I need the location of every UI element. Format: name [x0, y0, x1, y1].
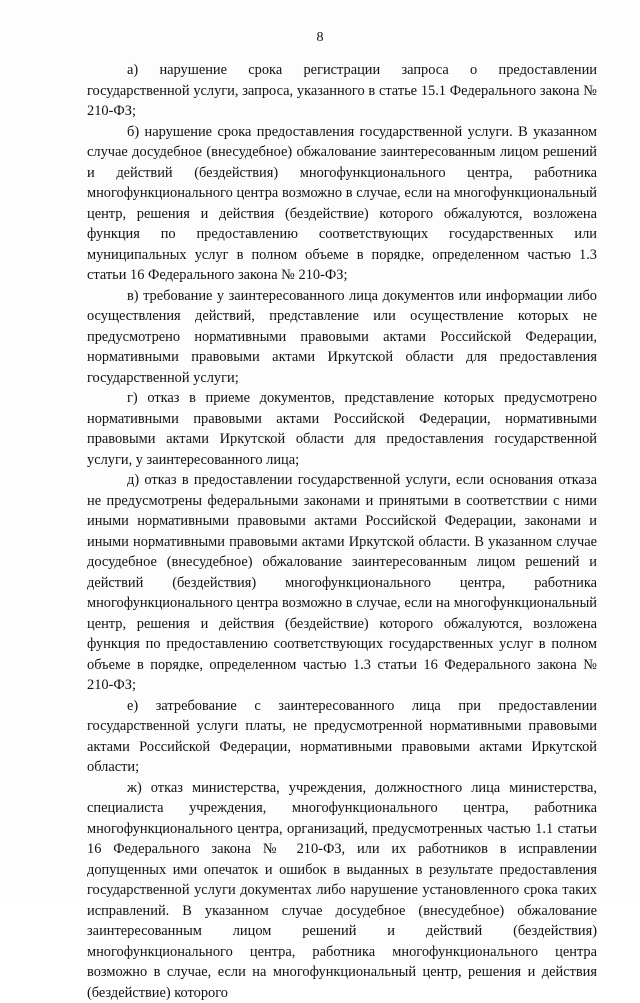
paragraph-b: б) нарушение срока предоставления государственной услуги. В указанном случае досудебное (внесудебное) обжалование заинтересованным лицом решений и действий (бездействия) многофункционального центра, работника многофункционального центра возможно в случае, если на многофункциональный центр, решения и действия (бездействие) которого обжалуются, возложена функция по предоставлению соответствующих государственных или муниципальных услуг в полном объеме в порядке, определенном частью 1.3 статьи 16 Федерального закона № 210-ФЗ; — [87, 122, 597, 286]
paragraph-g: г) отказ в приеме документов, представление которых предусмотрено нормативными правовыми актами Российской Федерации, нормативными правовыми актами Иркутской области для предоставления государственной услуги, у заинтересованного лица; — [87, 388, 597, 470]
page-number: 8 — [0, 30, 640, 46]
paragraph-d: д) отказ в предоставлении государственной услуги, если основания отказа не предусмотрены федеральными законами и принятыми в соответствии с ними иными нормативными правовыми актами Российской Федерации, законами и иными нормативными правовыми актами Иркутской области. В указанном случае досудебное (внесудебное) обжалование заинтересованным лицом решений и действий (бездействия) многофункционального центра, работника многофункционального центра возможно в случае, если на многофункциональный центр, решения и действия (бездействие) которого обжалуются, возложена функция по предоставлению соответствующих государственных услуг в полном объеме в порядке, определенном частью 1.3 статьи 16 Федерального закона № 210-ФЗ; — [87, 470, 597, 696]
document-body — [87, 60, 597, 1003]
paragraph-e: е) затребование с заинтересованного лица при предоставлении государственной услуги платы, не предусмотренной нормативными правовыми актами Российской Федерации, нормативными правовыми актами Иркутской области; — [87, 696, 597, 778]
paragraph-v: в) требование у заинтересованного лица документов или информации либо осуществления действий, представление или осуществление которых не предусмотрено нормативными правовыми актами Российской Федерации, нормативными правовыми актами Иркутской области для предоставления государственной услуги; — [87, 286, 597, 389]
paragraph-zh: ж) отказ министерства, учреждения, должностного лица министерства, специалиста учреждения, многофункционального центра, работника многофункционального центра, организаций, предусмотренных частью 1.1 статьи 16 Федерального закона № 210-ФЗ, или их работников в исправлении допущенных ими опечаток и ошибок в выданных в результате предоставления государственной услуги документах либо нарушение установленного срока таких исправлений. В указанном случае досудебное (внесудебное) обжалование заинтересованным лицом решений и действий (бездействия) многофункционального центра, работника многофункционального центра возможно в случае, если на многофункциональный центр, решения и действия (бездействие) которого — [87, 778, 597, 1003]
paragraph-a: а) нарушение срока регистрации запроса о предоставлении государственной услуги, запроса, указанного в статье 15.1 Федерального закона № 210-ФЗ; — [87, 60, 597, 122]
